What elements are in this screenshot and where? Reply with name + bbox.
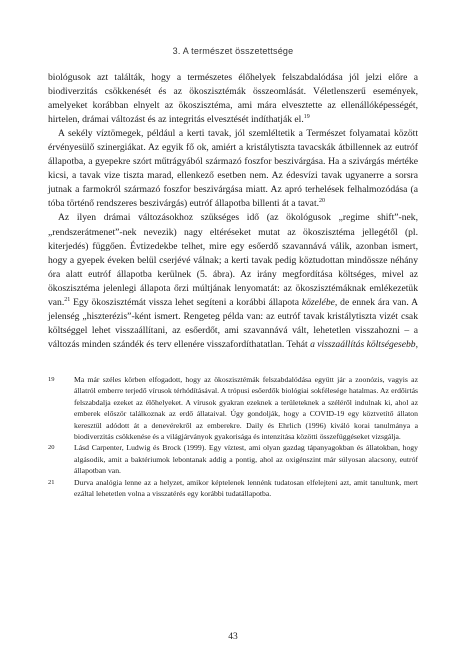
footnote-text: Durva analógia lenne az a helyzet, amikor képtelenek lennénk tudatosan elfelejteni azt, amit tanultunk, mert ezáltal lehetetlen volna a visszatérés egy korábbi tudatállapotba.	[74, 477, 418, 499]
footnote-text: Lásd Carpenter, Ludwig és Brock (1999). Egy víztest, ami olyan gazdag tápanyagokban és állatokban, hogy algásodik, amit a baktériumok lebontanak addig a pontig, ahol az oxigénszint már súlyosan alacsony, eutróf állapotban van.	[74, 443, 418, 476]
emphasis-text: közelébe	[301, 296, 335, 308]
footnote-ref-19[interactable]: 19	[303, 114, 310, 121]
footnotes	[48, 374, 418, 499]
text-segment: Egy ökoszisztémát vissza lehet segíteni a korábbi állapota	[70, 296, 302, 308]
footnote-number: 21	[48, 478, 55, 486]
text-segment: A sekély víztömegek, például a kerti tavak, jól szemléltetik a Természet folyamatai között érvényesülő szinergiákat. Az egyik fő ok, amiért a kristálytiszta tavacskák átbillennek az eutróf állapotba, a gyepekre szórt műtrágyából származó foszfor beszivárgása. Ha a szivárgás mértéke kicsi, a tavak vize tiszta marad, ellenkező esetben nem. Az édesvízi tavak ugyanerre a sorsra jutnak a farmokról származó foszfor beszivárgása miatt. Az apró terhelések felhalmozódása (a tóba történő rendszeres beszivárgás) eutróf állapotba billenti át a tavat.	[48, 128, 418, 210]
footnote-20	[48, 442, 418, 476]
footnote-21	[48, 477, 418, 500]
text-segment: , de ennek ára van. A jelenség „hiszterézis”-ként ismert. Rengeteg példa van: az eutróf tavak kristálytiszta vizét csak költséggel lehet visszaállítani, az esőerdőt, ami szavannává vált, lehetetlen visszahozni – a változás minden szándék és terv ellenére visszafordíthatatlan. Tehát	[48, 296, 418, 350]
footnote-19	[48, 374, 418, 442]
text-segment: biológusok azt találták, hogy a természetes élőhelyek felszabdalódása jól jelzi előre a biodiverzitás csökkenését és az ökoszisztémák összeomlását. Véletlenszerű események, amelyeket korábban elnyelt az ökoszisztéma, ami mára elvesztette az ellenállóképességét, hirtelen, drámai változást és az integritás elvesztését indíthatják el.	[48, 72, 418, 126]
footnote-number: 20	[48, 444, 55, 452]
paragraph-1	[48, 71, 418, 127]
paragraph-3	[48, 211, 418, 351]
paragraph-2	[48, 127, 418, 211]
footnote-text: Ma már széles körben elfogadott, hogy az ökoszisztémák felszabdalódása együtt jár a zoonózis, vagyis az állatról emberre terjedő vírusok térhódításával. A trópusi esőerdők biológiai sokféleségе hatalmas. Az erdőirtás felszabdalja ezeket az élőhelyeket. A vírusok gyakran ezeknek a területeknek a széléről indulnak ki, ahol az emberek először találkoznak az erdő állataival. Úgy gondolják, hogy a COVID-19 egy köztvetítő állaton keresztül adódott át a denevérekről az emberekre. Daily és Ehrlich (1996) kiváló korai tanulmánya a biodiverzitás csökkenése és a világjárványok gyakorisága és intenzitása közötti összefüggéseket vizsgálja.	[74, 375, 418, 442]
running-head: 3. A természet összetettsége	[172, 46, 294, 56]
text-segment: Az ilyen drámai változásokhoz szükséges idő (az ökológusok „regime shift”-nek, „rendszerátmenet”-nek nevezik) nagy eltéréseket mutat az ökoszisztéma jellegétől (pl. kiterjedés) függően. Évtizedekbe telhet, mire egy esőerdő szavannává válik, azonban ismert, hogy a gyepek éveken belül cserjévé válnak; a kerti tavak pedig köztudottan mindössze néhány óra alatt eutróf állapotba kerülnek (5. ábra). Az irány megfordítása költséges, mivel az ökoszisztéma jelenlegi állapota őrzi múltjának lenyomatát: az ökoszisztémáknak emlékezetük van.	[48, 212, 418, 308]
footnote-number: 19	[48, 376, 55, 383]
footnote-ref-21[interactable]: 21	[64, 296, 71, 303]
emphasis-text: a visszaállítás költségesebb,	[310, 338, 418, 350]
main-text	[48, 71, 418, 352]
page-number: 43	[228, 632, 238, 642]
footnote-ref-20[interactable]: 20	[319, 198, 326, 205]
